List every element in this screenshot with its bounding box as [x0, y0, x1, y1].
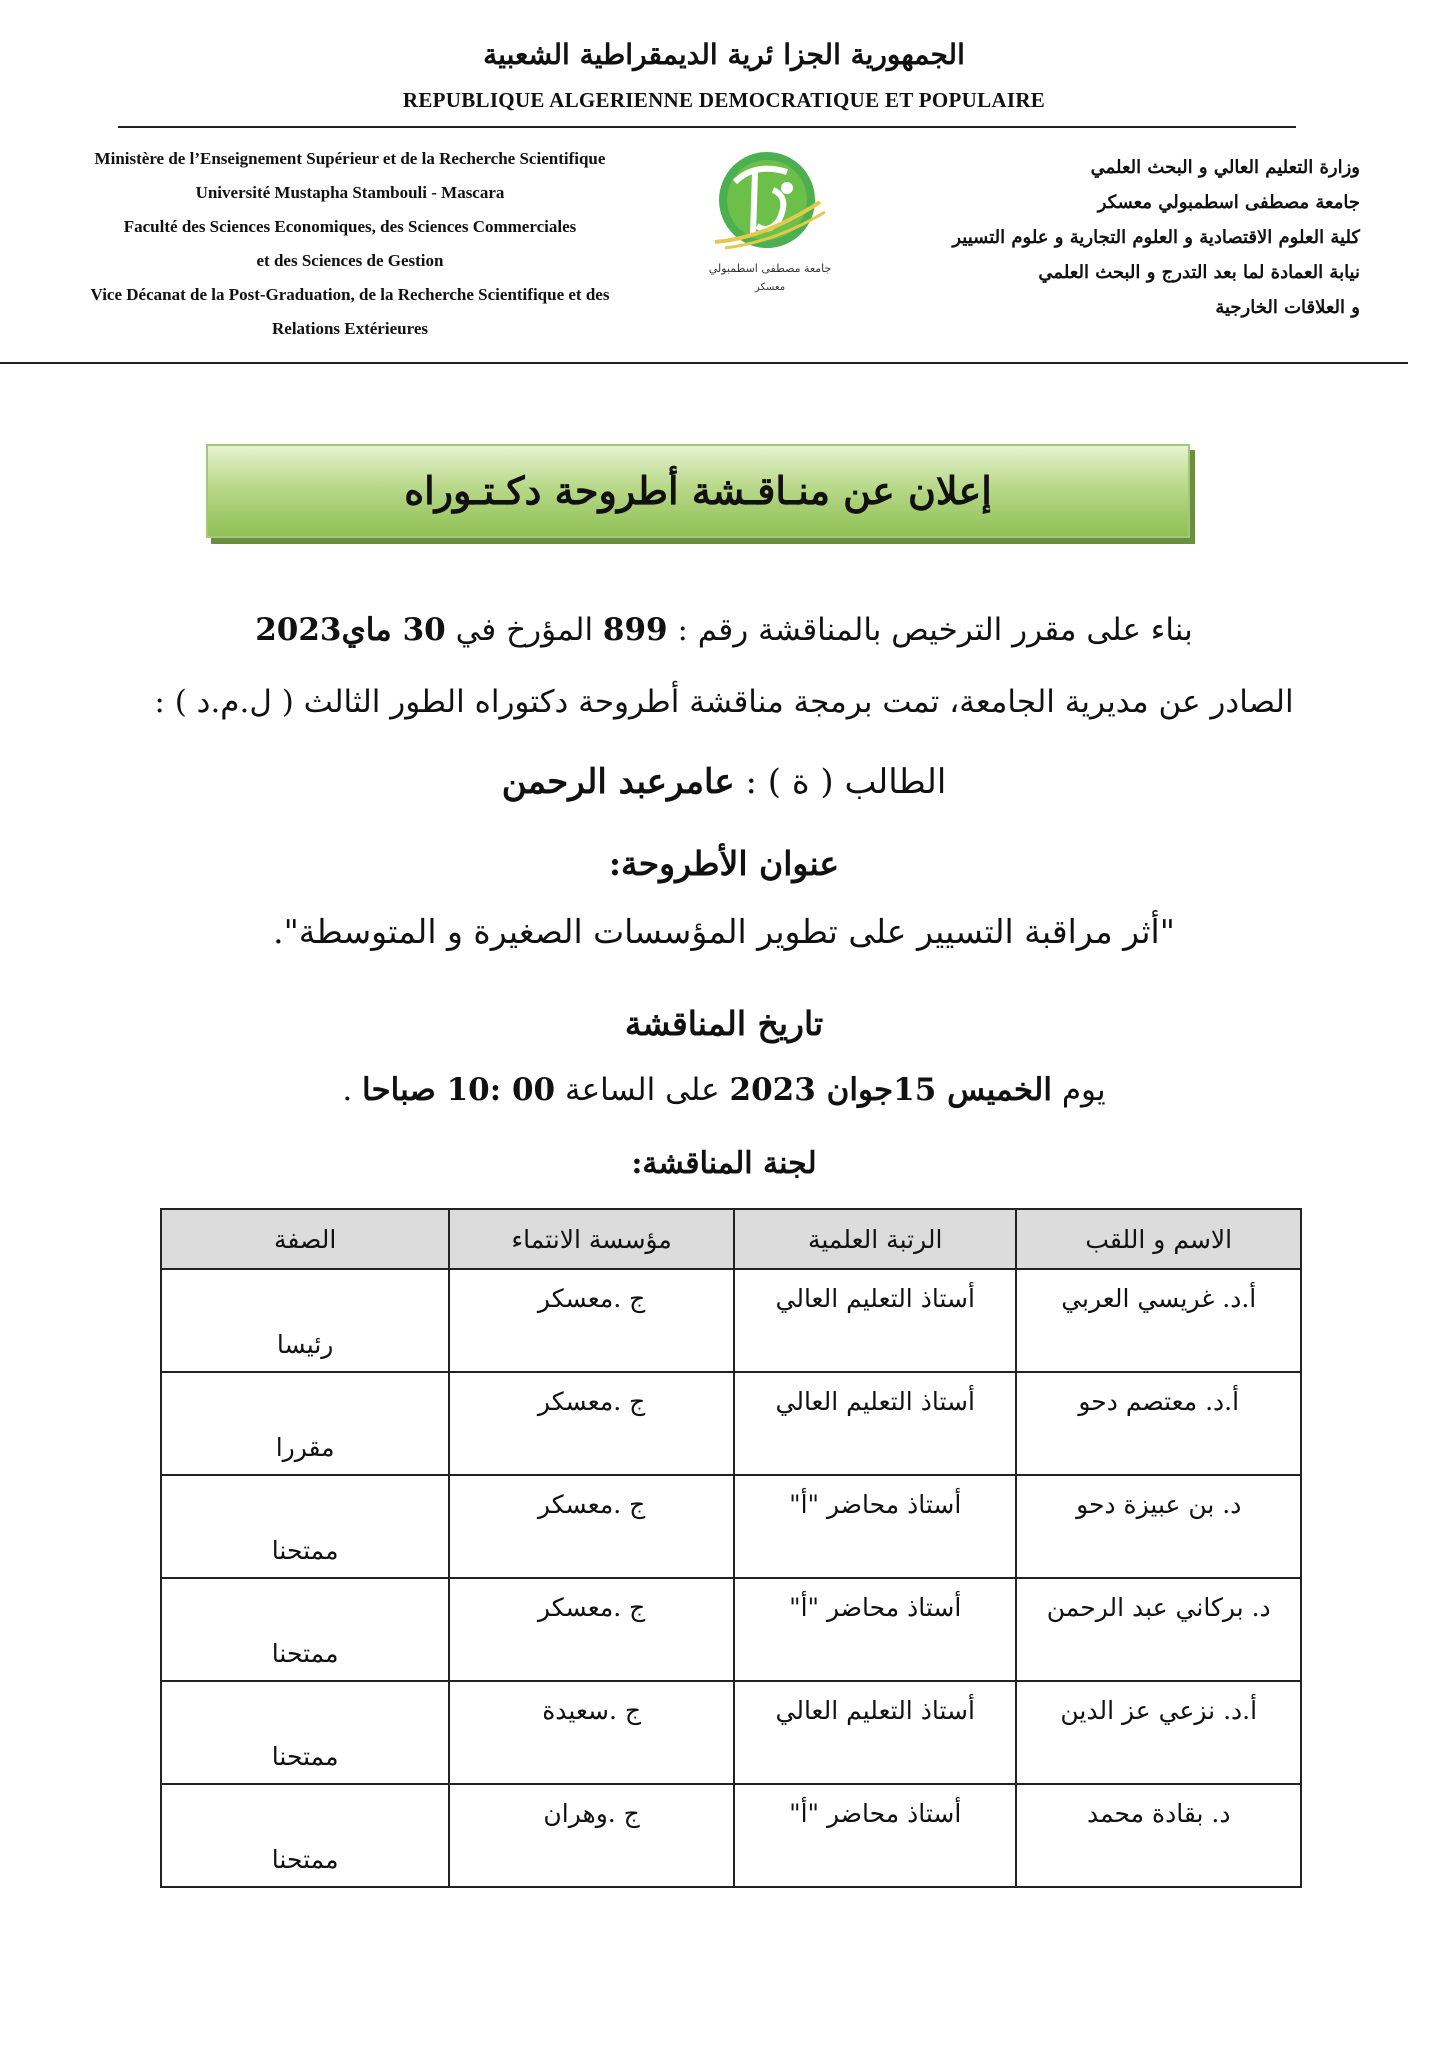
- ministry-line-ar: نيابة العمادة لما بعد التدرج و البحث العلمي: [1038, 262, 1360, 283]
- member-institution: ج .معسكر: [449, 1578, 734, 1681]
- student-name: عامرعبد الرحمن: [501, 762, 735, 802]
- member-institution: ج .سعيدة: [449, 1681, 734, 1784]
- jury-label: لجنة المناقشة:: [631, 1146, 817, 1181]
- member-name: د. بن عبيزة دحو: [1016, 1475, 1301, 1578]
- member-role: ممتحنا: [161, 1681, 449, 1784]
- member-rank: أستاذ التعليم العالي: [734, 1681, 1016, 1784]
- ministry-line-ar: و العلاقات الخارجية: [1215, 297, 1360, 318]
- table-row: [161, 1578, 1301, 1681]
- logo-caption: جامعة مصطفى اسطمبولي: [708, 262, 832, 275]
- defense-time: 00 :10 صباحا: [362, 1072, 556, 1108]
- thesis-title: "أثر مراقبة التسيير على تطوير المؤسسات الصغيرة و المتوسطة".: [273, 912, 1175, 951]
- decision-line: [100, 612, 1348, 648]
- member-role: مقررا: [161, 1372, 449, 1475]
- ministry-line: Faculté des Sciences Economiques, des Sciences Commerciales: [123, 217, 577, 236]
- date-end: .: [342, 1072, 363, 1108]
- table-row: [161, 1681, 1301, 1784]
- date-prefix: يوم: [1051, 1072, 1106, 1108]
- ministry-line: et des Sciences de Gestion: [256, 251, 444, 270]
- col-header-role: الصفة: [161, 1209, 449, 1269]
- member-name: أ.د. غريسي العربي: [1016, 1269, 1301, 1372]
- member-rank: أستاذ محاضر "أ": [734, 1475, 1016, 1578]
- student-line: [100, 762, 1348, 802]
- member-role: ممتحنا: [161, 1475, 449, 1578]
- member-rank: أستاذ التعليم العالي: [734, 1372, 1016, 1475]
- table-header-row: [161, 1209, 1301, 1269]
- ministry-line-ar: جامعة مصطفى اسطمبولي معسكر: [1097, 192, 1360, 213]
- header-divider: [118, 126, 1296, 128]
- member-institution: ج .معسكر: [449, 1475, 734, 1578]
- member-institution: ج .معسكر: [449, 1269, 734, 1372]
- thesis-label: عنوان الأطروحة:: [608, 844, 840, 883]
- defense-date-label: تاريخ المناقشة: [624, 1004, 824, 1043]
- header-bottom-divider: [0, 362, 1408, 364]
- date-at-hour: على الساعة: [555, 1072, 730, 1108]
- decision-date: 30 ماي2023: [255, 612, 446, 648]
- announcement-title: إعلان عن منـاقـشة أطروحة دكـتـوراه: [404, 468, 992, 513]
- issuer-line: الصادر عن مديرية الجامعة، تمت برمجة مناقشة أطروحة دكتوراه الطور الثالث ( ل.م.د ) :: [154, 684, 1294, 720]
- member-name: د. بركاني عبد الرحمن: [1016, 1578, 1301, 1681]
- defense-date-line: [100, 1072, 1348, 1108]
- member-role: ممتحنا: [161, 1784, 449, 1887]
- col-header-name: الاسم و اللقب: [1016, 1209, 1301, 1269]
- member-name: أ.د. معتصم دحو: [1016, 1372, 1301, 1475]
- table-row: [161, 1269, 1301, 1372]
- col-header-rank: الرتبة العلمية: [734, 1209, 1016, 1269]
- member-name: د. بقادة محمد: [1016, 1784, 1301, 1887]
- decision-prefix: بناء على مقرر الترخيص بالمناقشة رقم :: [667, 612, 1193, 648]
- logo-caption-city: معسكر: [754, 282, 786, 293]
- decision-number: 899: [602, 612, 668, 648]
- ministry-block-ar: [900, 150, 1360, 325]
- member-role: ممتحنا: [161, 1578, 449, 1681]
- ministry-line-ar: وزارة التعليم العالي و البحث العلمي: [1090, 157, 1360, 178]
- ministry-block-fr: [40, 142, 660, 346]
- member-rank: أستاذ محاضر "أ": [734, 1578, 1016, 1681]
- member-role: رئيسا: [161, 1269, 449, 1372]
- table-row: [161, 1475, 1301, 1578]
- ministry-line: Relations Extérieures: [272, 319, 428, 338]
- student-label: الطالب ( ة ) :: [734, 762, 947, 802]
- member-rank: أستاذ التعليم العالي: [734, 1269, 1016, 1372]
- university-logo-icon: [695, 142, 845, 302]
- defense-day: الخميس 15جوان 2023: [729, 1072, 1052, 1108]
- ministry-line: Université Mustapha Stambouli - Mascara: [195, 183, 505, 202]
- col-header-institution: مؤسسة الانتماء: [449, 1209, 734, 1269]
- table-row: [161, 1372, 1301, 1475]
- member-rank: أستاذ محاضر "أ": [734, 1784, 1016, 1887]
- ministry-line-ar: كلية العلوم الاقتصادية و العلوم التجارية و علوم التسيير: [952, 227, 1360, 248]
- university-logo: [695, 142, 845, 302]
- republic-title-fr: REPUBLIQUE ALGERIENNE DEMOCRATIQUE ET POPULAIRE: [402, 88, 1046, 112]
- decision-dated: المؤرخ في: [445, 612, 603, 648]
- member-institution: ج .وهران: [449, 1784, 734, 1887]
- ministry-line: Ministère de l’Enseignement Supérieur et de la Recherche Scientifique: [94, 149, 606, 168]
- ministry-line: Vice Décanat de la Post-Graduation, de la Recherche Scientifique et des: [90, 285, 610, 304]
- announcement-banner: [206, 444, 1190, 538]
- republic-title-ar: الجمهورية الجزا ئرية الديمقراطية الشعبية: [483, 38, 965, 71]
- jury-table: [160, 1208, 1302, 1888]
- member-name: أ.د. نزعي عز الدين: [1016, 1681, 1301, 1784]
- table-row: [161, 1784, 1301, 1887]
- member-institution: ج .معسكر: [449, 1372, 734, 1475]
